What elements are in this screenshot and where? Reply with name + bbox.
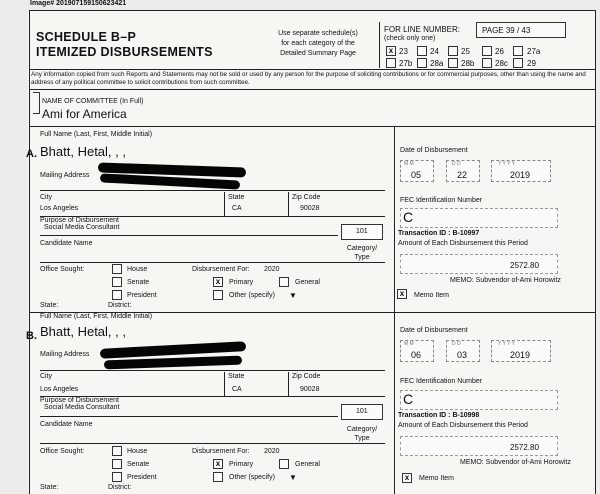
- entry-b-general-checkbox[interactable]: [279, 459, 289, 469]
- entry-b-house-checkbox[interactable]: [112, 446, 122, 456]
- entry-b-president-label: President: [127, 474, 157, 481]
- entry-a-senate-checkbox[interactable]: [112, 277, 122, 287]
- entry-a-purpose-line: [40, 235, 338, 236]
- entry-a-zip-divider: [288, 192, 289, 216]
- entry-a-other-dropdown-icon[interactable]: ▼: [289, 291, 297, 300]
- entry-b-president-checkbox[interactable]: [112, 472, 122, 482]
- line-28b-label: 28b: [461, 59, 475, 68]
- entry-a-disbursement-for-label: Disbursement For:: [192, 266, 250, 273]
- line-27a-checkbox[interactable]: [513, 46, 523, 56]
- entry-a-memo-checkbox[interactable]: x: [397, 289, 407, 299]
- entry-b-state-divider: [224, 372, 225, 396]
- line-23-label: 23: [399, 47, 408, 56]
- entry-a-mm-hint: M M: [404, 161, 414, 167]
- entry-a-fec-box[interactable]: [400, 208, 558, 228]
- line-25-label: 25: [461, 47, 470, 56]
- entry-b-address-line: [40, 370, 385, 371]
- entry-a-election-year: 2020: [264, 266, 280, 273]
- entry-b-purpose-label: Purpose of Disbursement: [40, 397, 119, 404]
- entry-a-district-label: District:: [108, 302, 132, 309]
- entry-a-name: Bhatt, Hetal, , ,: [40, 144, 126, 159]
- entry-a-amount-label: Amount of Each Disbursement this Period: [398, 240, 528, 247]
- entry-a-house-label: House: [127, 266, 148, 273]
- entry-b-city: Los Angeles: [40, 386, 79, 393]
- entry-b-dd-hint: D D: [452, 341, 461, 347]
- notice-top-line: [29, 69, 596, 70]
- for-line-number: FOR LINE NUMBER:: [384, 25, 461, 34]
- entry-a-memo-text: MEMO: Subvendor of-Ami Horowitz: [450, 277, 561, 284]
- line-27a-label: 27a: [527, 47, 541, 56]
- entry-b-fec-label: FEC Identification Number: [400, 378, 483, 385]
- entry-b-primary-label: Primary: [229, 461, 254, 468]
- entry-b-yyyy-hint: Y Y Y Y: [498, 341, 515, 347]
- top-border: [29, 10, 596, 11]
- entry-a-category: 101: [356, 228, 368, 235]
- entry-a-right-divider: [394, 127, 395, 312]
- line-24-checkbox[interactable]: [417, 46, 427, 56]
- entry-b-office-sought-label: Office Sought:: [40, 448, 85, 455]
- entry-a-purpose: Social Media Consultant: [44, 224, 120, 231]
- entry-a-zip-label: Zip Code: [292, 194, 321, 201]
- entry-b-candidate-label: Candidate Name: [40, 421, 93, 428]
- committee-bracket: [33, 92, 40, 114]
- entry-b-category-type-1: Category/: [346, 426, 378, 433]
- separate-note-1: Use separate schedule(s): [278, 30, 358, 37]
- entry-a-year: 2019: [510, 170, 531, 180]
- entry-a-candidate-label: Candidate Name: [40, 240, 93, 247]
- entry-b-fec-id: C: [403, 391, 414, 407]
- page-number: PAGE 39 / 43: [482, 26, 531, 35]
- right-border: [595, 10, 596, 494]
- notice-bottom-line: [29, 89, 596, 90]
- schedule-subtitle: ITEMIZED DISBURSEMENTS: [36, 45, 213, 59]
- line-24-label: 24: [430, 47, 439, 56]
- entry-b-candidate-line: [40, 443, 385, 444]
- line-23-checkbox[interactable]: x: [386, 46, 396, 56]
- entry-b-right-divider: [394, 313, 395, 494]
- line-28b-checkbox[interactable]: [448, 58, 458, 68]
- entry-a-purpose-label: Purpose of Disbursement: [40, 217, 119, 224]
- entry-b-election-year: 2020: [264, 448, 280, 455]
- entry-b-category-type-2: Type: [354, 435, 370, 442]
- check-only-one: (check only one): [384, 35, 436, 42]
- committee-bottom-line: [29, 126, 596, 127]
- committee-name: Ami for America: [42, 107, 127, 121]
- entry-a-zip: 90028: [300, 205, 320, 212]
- entry-a-city-label: City: [40, 194, 53, 201]
- entry-a-category-type-1: Category/: [346, 245, 378, 252]
- entry-a-state: CA: [232, 205, 242, 212]
- entry-b-other-label: Other (specify): [229, 474, 275, 481]
- entry-b-purpose-line: [40, 416, 338, 417]
- entry-a-president-label: President: [127, 292, 157, 299]
- entry-a-office-sought-label: Office Sought:: [40, 266, 85, 273]
- line-28a-label: 28a: [430, 59, 444, 68]
- line-29-label: 29: [527, 59, 536, 68]
- entry-b-year: 2019: [510, 350, 531, 360]
- entry-b-memo-label: Memo Item: [419, 475, 455, 482]
- separate-note-2: for each category of the: [281, 40, 355, 47]
- entry-a-general-checkbox[interactable]: [279, 277, 289, 287]
- entry-b-fec-box[interactable]: [400, 390, 558, 410]
- entry-b-amount: 2572.80: [510, 443, 539, 452]
- entry-a-other-checkbox[interactable]: [213, 290, 223, 300]
- entry-a-full-name-label: Full Name (Last, First, Middle Initial): [40, 131, 153, 138]
- entry-a-yyyy-hint: Y Y Y Y: [498, 161, 515, 167]
- entry-b-city-label: City: [40, 373, 53, 380]
- left-border: [29, 10, 30, 494]
- entry-a-letter: A.: [26, 148, 37, 160]
- entry-b-senate-checkbox[interactable]: [112, 459, 122, 469]
- line-28a-checkbox[interactable]: [417, 58, 427, 68]
- line-28c-label: 28c: [495, 59, 508, 68]
- entry-b-date-label: Date of Disbursement: [400, 327, 468, 334]
- line-26-label: 26: [495, 47, 504, 56]
- separate-note-3: Detailed Summary Page: [280, 50, 356, 57]
- entry-a-dd-hint: D D: [452, 161, 461, 167]
- entry-a-fec-id: C: [403, 209, 414, 225]
- entry-b-mm-hint: M M: [404, 341, 414, 347]
- entry-a-state-divider: [224, 192, 225, 216]
- committee-label: NAME OF COMMITTEE (In Full): [42, 98, 144, 105]
- entry-a-state-label: State: [228, 194, 245, 201]
- entry-a-house-checkbox[interactable]: [112, 264, 122, 274]
- entry-b-general-label: General: [295, 461, 320, 468]
- entry-b-memo-text: MEMO: Subvendor of-Ami Horowitz: [460, 459, 571, 466]
- entry-a-day: 22: [457, 170, 468, 180]
- entry-a-fec-label: FEC Identification Number: [400, 197, 483, 204]
- entry-b-house-label: House: [127, 448, 148, 455]
- entry-a-city: Los Angeles: [40, 205, 79, 212]
- entry-b-disbursement-for-label: Disbursement For:: [192, 448, 250, 455]
- line-25-checkbox[interactable]: [448, 46, 458, 56]
- entry-a-amount: 2572.80: [510, 261, 539, 270]
- image-id: Image# 201907159150623421: [30, 0, 127, 7]
- entry-a-president-checkbox[interactable]: [112, 290, 122, 300]
- entry-b-other-checkbox[interactable]: [213, 472, 223, 482]
- line-27b-checkbox[interactable]: [386, 58, 396, 68]
- entry-b-zip-divider: [288, 372, 289, 396]
- entry-a-other-label: Other (specify): [229, 292, 275, 299]
- line-28c-checkbox[interactable]: [482, 58, 492, 68]
- entry-b-zip-label: Zip Code: [292, 373, 321, 380]
- entry-a-general-label: General: [295, 279, 320, 286]
- entry-b-state-label: State: [228, 373, 245, 380]
- entry-a-candidate-line: [40, 262, 385, 263]
- entry-a-date-label: Date of Disbursement: [400, 147, 468, 154]
- entry-b-month: 06: [411, 350, 422, 360]
- entry-b-senate-label: Senate: [127, 461, 150, 468]
- entry-b-other-dropdown-icon[interactable]: ▼: [289, 473, 297, 482]
- entry-b-zip: 90028: [300, 386, 320, 393]
- entry-b-mailing-label: Mailing Address: [40, 351, 90, 358]
- entry-a-mailing-label: Mailing Address: [40, 172, 90, 179]
- entry-a-month: 05: [411, 170, 422, 180]
- entry-b-category: 101: [356, 408, 368, 415]
- entry-a-primary-label: Primary: [229, 279, 254, 286]
- entry-b-memo-checkbox[interactable]: x: [402, 473, 412, 483]
- entry-a-category-type-2: Type: [354, 254, 370, 261]
- entry-b-name: Bhatt, Hetal, , ,: [40, 324, 126, 339]
- entry-b-amount-label: Amount of Each Disbursement this Period: [398, 422, 528, 429]
- line-26-checkbox[interactable]: [482, 46, 492, 56]
- entry-a-state-office-label: State:: [40, 302, 59, 309]
- notice-text: Any information copied from such Reports and Statements may not be sold or used by any person for the purpose of soliciting contributions or for commercial purposes, other than using the name and address of any political committee to solicit contributions from such committee.: [31, 71, 586, 86]
- entry-a-address-line: [40, 190, 385, 191]
- entry-a-primary-checkbox[interactable]: x: [213, 277, 223, 287]
- entry-b-letter: B.: [26, 330, 37, 342]
- entry-b-state: CA: [232, 386, 242, 393]
- entry-b-day: 03: [457, 350, 468, 360]
- line-29-checkbox[interactable]: [513, 58, 523, 68]
- header-divider: [379, 22, 380, 68]
- entry-b-state-office-label: State:: [40, 484, 59, 491]
- line-27b-label: 27b: [399, 59, 413, 68]
- entry-b-district-label: District:: [108, 484, 132, 491]
- schedule-title: SCHEDULE B–P: [36, 30, 137, 44]
- entry-b-transaction-id: Transaction ID : B-10998: [398, 412, 480, 419]
- entry-b-purpose: Social Media Consultant: [44, 404, 120, 411]
- entry-b-full-name-label: Full Name (Last, First, Middle Initial): [40, 313, 153, 320]
- entry-a-transaction-id: Transaction ID : B-10997: [398, 230, 480, 237]
- entry-b-primary-checkbox[interactable]: x: [213, 459, 223, 469]
- entry-a-memo-label: Memo Item: [414, 292, 450, 299]
- entry-a-senate-label: Senate: [127, 279, 150, 286]
